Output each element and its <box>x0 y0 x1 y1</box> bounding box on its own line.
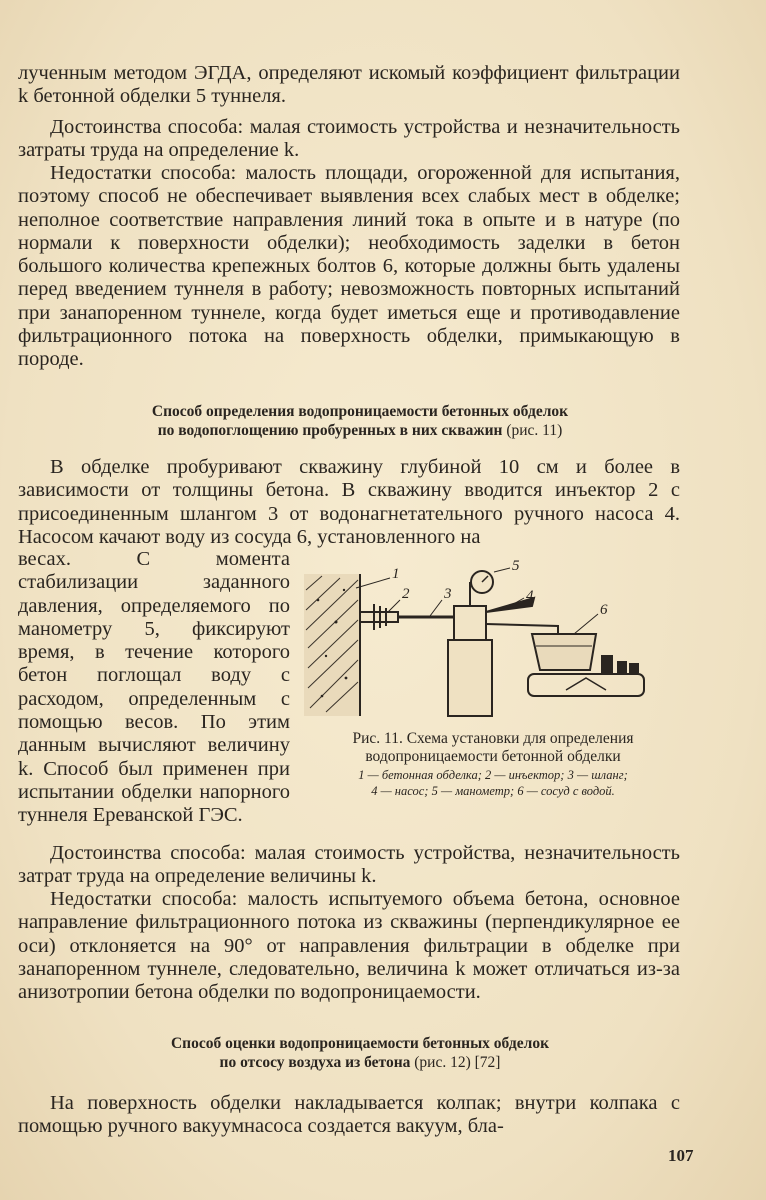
heading-2-ref: (рис. 12) [72] <box>414 1054 501 1071</box>
pump <box>448 582 534 716</box>
figure-11-diagram <box>296 560 686 720</box>
legend-line-1: 1 — бетонная обделка; 2 — инъектор; 3 — шланг; <box>358 768 628 782</box>
label-1: 1 <box>392 566 400 582</box>
label-3: 3 <box>444 586 452 602</box>
paragraph-continuation: лученным методом ЭГДА, определяют искомый коэффициент фильтрации k бетонной обделки 5 туннеля. <box>18 62 680 108</box>
section-heading-2 <box>60 1034 660 1072</box>
label-4: 4 <box>526 588 534 604</box>
water-vessel <box>532 634 596 670</box>
caption-line-1: Рис. 11. Схема установки для определения <box>352 730 634 747</box>
label-5: 5 <box>512 560 520 574</box>
heading-1-line-1: Способ определения водопроницаемости бетонных обделок <box>151 403 569 420</box>
label-2: 2 <box>402 586 410 602</box>
caption-line-2: водопроницаемости бетонной обделки <box>365 748 621 765</box>
figure-legend <box>300 768 686 799</box>
page-number: 107 <box>668 1146 694 1165</box>
heading-2-line-1: Способ оценки водопроницаемости бетонных обделок <box>170 1035 550 1052</box>
manometer <box>471 571 493 593</box>
heading-1-line-2: по водопоглощению пробуренных в них скважин <box>157 422 503 439</box>
section-heading-1 <box>60 402 660 440</box>
legend-line-2: 4 — насос; 5 — манометр; 6 — сосуд с водой. <box>371 783 615 798</box>
heading-2-line-2: по отсосу воздуха из бетона <box>219 1054 411 1071</box>
paragraph-advantages-1: Достоинства способа: малая стоимость устройства и незначительность затраты труда на определение k. <box>18 116 680 162</box>
paragraph-method-2-wrap: весах. С момента стабилизации заданного давления, определяемого по манометру 5, фиксируют время, в течение которого бетон поглощал воду с расходом, определенным с помощью весов. По этим данным вычисляют величину k. Способ был применен при испытании обделки напорного туннеля Ереванской ГЭС. <box>18 548 290 827</box>
paragraph-method-2: В обделке пробуривают скважину глубиной 10 см и более в зависимости от толщины бетона. В скважину вводится инъектор 2 с присоединенным шлангом 3 от водонагнетательного ручного насоса 4. Насосом качают воду из сосуда 6, установленного на <box>18 456 680 548</box>
label-6: 6 <box>600 602 608 618</box>
figure-caption <box>300 730 686 766</box>
paragraph-last: На поверхность обделки накладывается колпак; внутри колпака с помощью ручного вакуумнасоса создается вакуум, бла- <box>18 1092 680 1138</box>
paragraph-disadvantages-2: Недостатки способа: малость испытуемого объема бетона, основное направление фильтрационного потока из скважины (перпендикулярное ее оси) отклоняется на 90° от направления фильтрации в обделке при занапоренном туннеле, следовательно, величина k может отличаться из-за анизотропии бетона обделки по водопроницаемости. <box>18 888 680 1004</box>
heading-1-ref: (рис. 11) <box>506 422 563 439</box>
paragraph-disadvantages-1: Недостатки способа: малость площади, огороженной для испытания, поэтому способ не обеспечивает выявления всех слабых мест в обделке; неполное соответствие направления линий тока в опыте и в натуре (по нормали к поверхности обделки); необходимость заделки в бетон большого количества крепежных болтов 6, которые должны быть удалены перед введением туннеля в работу; невозможность повторных испытаний при занапоренном туннеле, когда будет иметься еще и противодавление фильтрационного потока на поверхность обделки, примыкающую в породе. <box>18 162 680 371</box>
concrete-lining <box>304 574 360 716</box>
paragraph-advantages-2: Достоинства способа: малая стоимость устройства, незначительность затрат труда на определение величины k. <box>18 842 680 888</box>
